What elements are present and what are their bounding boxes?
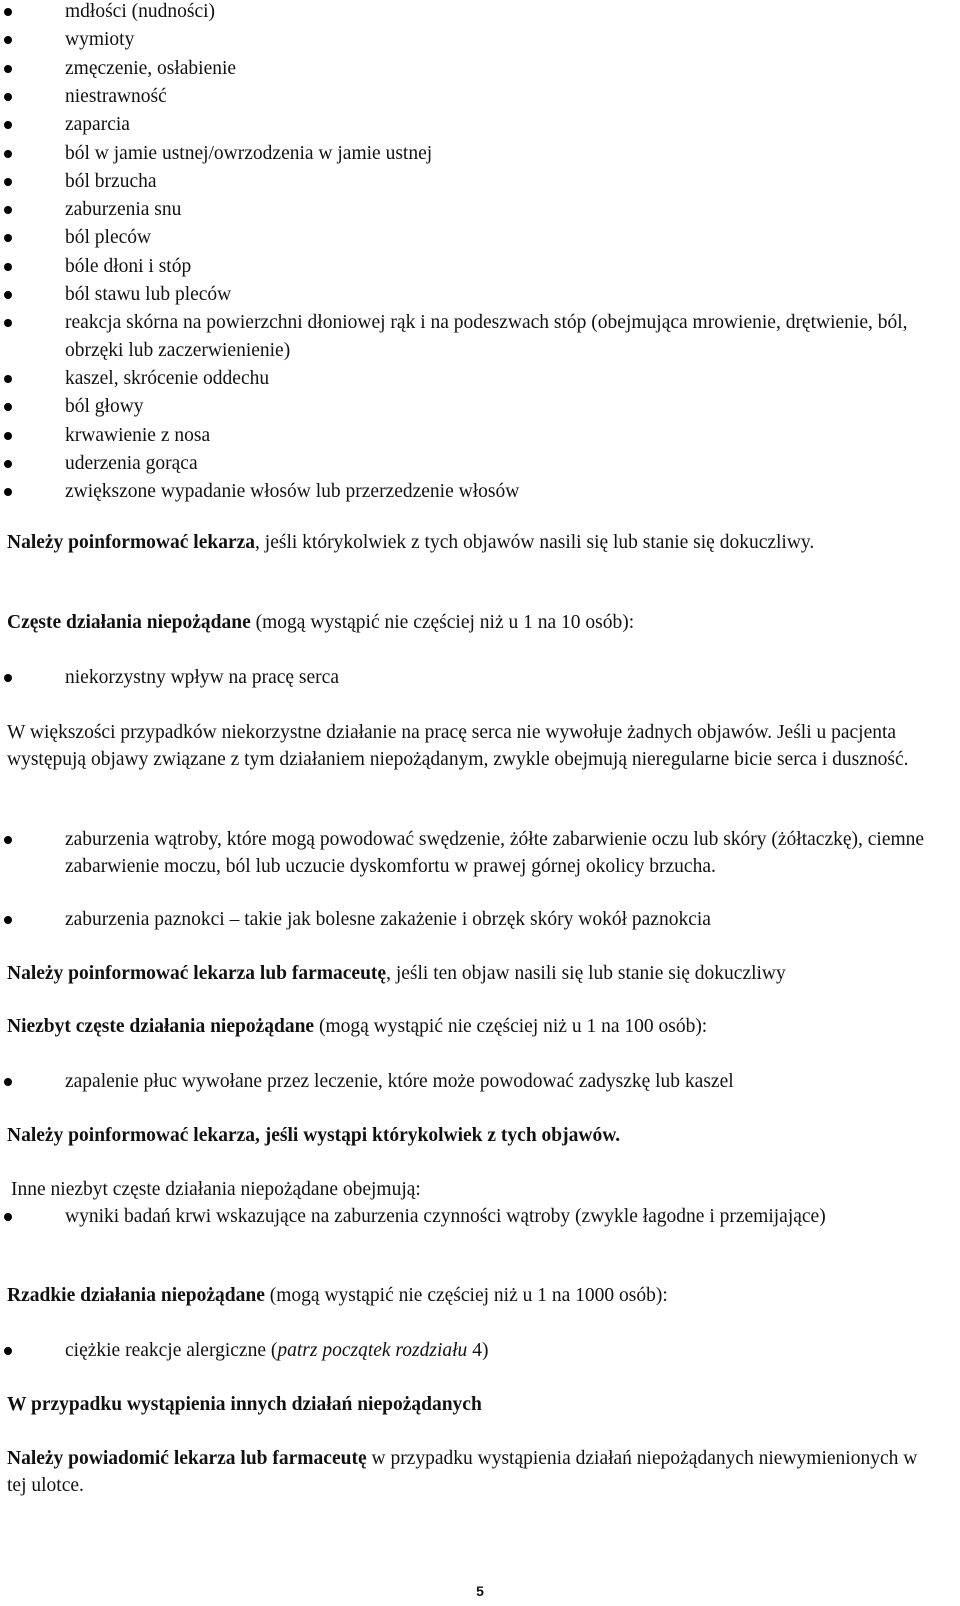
- uncommon-inform-bold: Należy poinformować lekarza, jeśli wystąpi którykolwiek z tych objawów.: [7, 1125, 621, 1146]
- final-paragraph: [7, 1445, 922, 1500]
- list-item-text: niestrawność: [65, 85, 167, 107]
- bullet-icon: [4, 375, 12, 383]
- list-item-text: bóle dłoni i stóp: [65, 255, 192, 277]
- bullet-icon: [4, 206, 12, 214]
- other-effects-heading-bold: W przypadku wystąpienia innych działań niepożądanych: [7, 1394, 482, 1415]
- inform-doctor-pharmacist-paragraph: [7, 960, 922, 987]
- rare-item-italic: patrz początek rozdziału: [277, 1340, 468, 1361]
- bullet-icon: [4, 178, 12, 186]
- list-item-text: zaparcia: [65, 114, 130, 136]
- final-rest: w przypadku wystąpienia działań niepożądanych niewymienionych w tej ulotce.: [7, 1448, 918, 1497]
- bullet-icon: [4, 93, 12, 101]
- list-item-text: wymioty: [65, 29, 135, 51]
- common-heading: [7, 609, 922, 636]
- bullet-icon: [4, 674, 12, 682]
- list-item-text: zaburzenia paznokci – takie jak bolesne zakażenie i obrzęk skóry wokół paznokcia: [65, 909, 711, 930]
- list-item-text: ból głowy: [65, 396, 144, 418]
- common-heading-bold: Częste działania niepożądane: [7, 612, 251, 633]
- list-item-text: kaszel, skrócenie oddechu: [65, 368, 270, 389]
- bullet-icon: [4, 916, 12, 924]
- list-item-text: ból w jamie ustnej/owrzodzenia w jamie ustnej: [65, 142, 433, 164]
- bullet-icon: [4, 121, 12, 129]
- list-item-text: zaburzenia wątroby, które mogą powodować swędzenie, żółte zabarwienie oczu lub skóry (żółtaczkę), ciemne zabarwienie moczu, ból lub uczucie dyskomfortu w prawej górnej okolicy brzucha.: [65, 829, 925, 878]
- bullet-icon: [4, 432, 12, 440]
- list-item-text: reakcja skórna na powierzchni dłoniowej rąk i na podeszwach stóp (obejmująca mrowienie, drętwienie, ból, obrzęki lub zaczerwienienie): [65, 312, 908, 361]
- bullet-icon: [4, 488, 12, 496]
- list-item-text: zwiększone wypadanie włosów lub przerzedzenie włosów: [65, 481, 520, 503]
- other-uncommon-intro: Inne niezbyt częste działania niepożądane obejmują:: [11, 1179, 421, 1200]
- list-item-text: ból brzucha: [65, 170, 157, 192]
- list-item-text: ból stawu lub pleców: [65, 284, 232, 305]
- list-item-text: mdłości (nudności): [65, 1, 216, 22]
- list-item-text: wyniki badań krwi wskazujące na zaburzenia czynności wątroby (zwykle łagodne i przemijające): [65, 1206, 826, 1227]
- bullet-icon: [4, 291, 12, 299]
- bullet-icon: [4, 8, 12, 16]
- rare-heading-bold: Rzadkie działania niepożądane: [7, 1285, 265, 1306]
- list-item-text: zaburzenia snu: [65, 199, 182, 221]
- bullet-icon: [4, 1078, 12, 1086]
- bullet-icon: [4, 65, 12, 73]
- list-item-text: uderzenia gorąca: [65, 452, 198, 474]
- list-item-text: zmęczenie, osłabienie: [65, 57, 237, 79]
- bullet-icon: [4, 1347, 12, 1355]
- bullet-icon: [4, 460, 12, 468]
- page-number: 5: [476, 1583, 484, 1599]
- heart-note-paragraph: W większości przypadków niekorzystne działanie na pracę serca nie wywołuje żadnych objawów. Jeśli u pacjenta występują objawy związane z tym działaniem niepożądanym, zwykle obejmują nieregularne bicie serca i duszność.: [7, 722, 909, 771]
- uncommon-heading: [7, 1013, 922, 1040]
- bullet-icon: [4, 263, 12, 271]
- list-item-text: niekorzystny wpływ na pracę serca: [65, 667, 339, 688]
- final-bold: Należy powiadomić lekarza lub farmaceutę: [7, 1448, 367, 1469]
- uncommon-inform-paragraph: [7, 1122, 922, 1149]
- inform-doctor-paragraph: [7, 529, 922, 556]
- uncommon-heading-bold: Niezbyt częste działania niepożądane: [7, 1016, 315, 1037]
- inform-doctor-pharmacist-bold: Należy poinformować lekarza lub farmaceutę: [7, 963, 387, 984]
- bullet-icon: [4, 403, 12, 411]
- list-item-text: ból pleców: [65, 227, 152, 249]
- uncommon-heading-rest: (mogą wystąpić nie częściej niż u 1 na 100 osób):: [314, 1016, 708, 1037]
- other-effects-heading: [7, 1391, 922, 1418]
- list-item-text: zapalenie płuc wywołane przez leczenie, które może powodować zadyszkę lub kaszel: [65, 1071, 734, 1092]
- common-heading-rest: (mogą wystąpić nie częściej niż u 1 na 10 osób):: [250, 612, 635, 633]
- inform-doctor-pharmacist-rest: , jeśli ten objaw nasili się lub stanie się dokuczliwy: [386, 963, 786, 984]
- bullet-icon: [4, 1213, 12, 1221]
- bullet-icon: [4, 319, 12, 327]
- rare-heading: [7, 1282, 922, 1309]
- inform-doctor-bold: Należy poinformować lekarza: [7, 532, 256, 553]
- list-item-text: krwawienie z nosa: [65, 424, 211, 446]
- bullet-icon: [4, 150, 12, 158]
- inform-doctor-rest: , jeśli którykolwiek z tych objawów nasili się lub stanie się dokuczliwy.: [255, 532, 815, 553]
- rare-item-suffix: 4): [467, 1340, 489, 1361]
- rare-heading-rest: (mogą wystąpić nie częściej niż u 1 na 1000 osób):: [264, 1285, 668, 1306]
- bullet-icon: [4, 234, 12, 242]
- list-item-text: [65, 1337, 940, 1364]
- bullet-icon: [4, 36, 12, 44]
- rare-item-text: ciężkie reakcje alergiczne (: [65, 1340, 278, 1361]
- bullet-icon: [4, 836, 12, 844]
